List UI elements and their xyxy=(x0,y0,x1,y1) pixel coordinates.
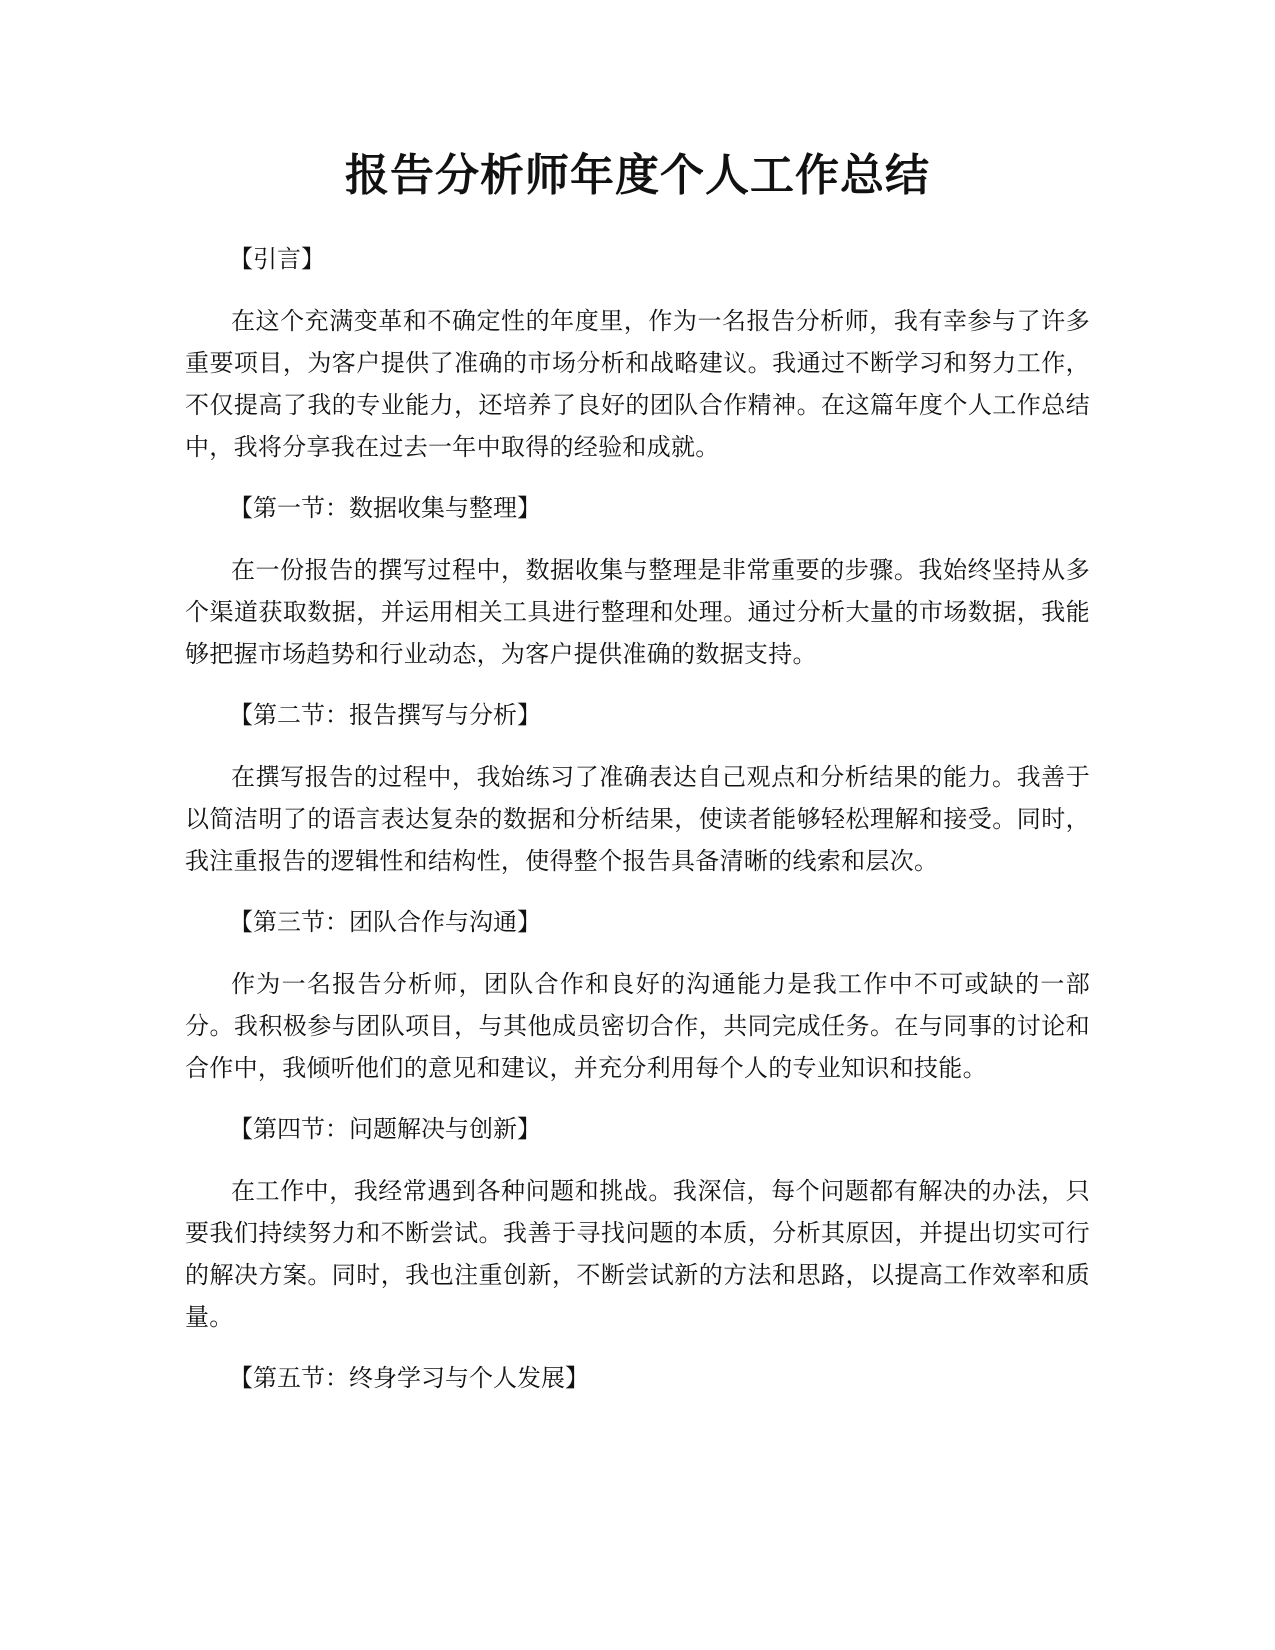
section-paragraph-2: 在撰写报告的过程中，我始练习了准确表达自己观点和分析结果的能力。我善于以简洁明了的语言表达复杂的数据和分析结果，使读者能够轻松理解和接受。同时，我注重报告的逻辑性和结构性，使得整个报告具备清晰的线索和层次。 xyxy=(185,763,1090,875)
document-title: 报告分析师年度个人工作总结 xyxy=(345,150,930,201)
section-heading-1: 【第一节：数据收集与整理】 xyxy=(229,494,541,522)
section-heading-2: 【第二节：报告撰写与分析】 xyxy=(229,701,541,729)
section-heading-3: 【第三节：团队合作与沟通】 xyxy=(229,908,541,936)
section-heading-4: 【第四节：问题解决与创新】 xyxy=(229,1115,541,1143)
section-paragraph-intro: 在这个充满变革和不确定性的年度里，作为一名报告分析师，我有幸参与了许多重要项目，为客户提供了准确的市场分析和战略建议。我通过不断学习和努力工作，不仅提高了我的专业能力，还培养了良好的团队合作精神。在这篇年度个人工作总结中，我将分享我在过去一年中取得的经验和成就。 xyxy=(185,307,1090,461)
section-paragraph-4: 在工作中，我经常遇到各种问题和挑战。我深信，每个问题都有解决的办法，只要我们持续努力和不断尝试。我善于寻找问题的本质，分析其原因，并提出切实可行的解决方案。同时，我也注重创新，不断尝试新的方法和思路，以提高工作效率和质量。 xyxy=(185,1177,1090,1331)
section-paragraph-1: 在一份报告的撰写过程中，数据收集与整理是非常重要的步骤。我始终坚持从多个渠道获取数据，并运用相关工具进行整理和处理。通过分析大量的市场数据，我能够把握市场趋势和行业动态，为客户提供准确的数据支持。 xyxy=(185,556,1090,668)
section-heading-5: 【第五节：终身学习与个人发展】 xyxy=(229,1364,589,1392)
section-paragraph-3: 作为一名报告分析师，团队合作和良好的沟通能力是我工作中不可或缺的一部分。我积极参与团队项目，与其他成员密切合作，共同完成任务。在与同事的讨论和合作中，我倾听他们的意见和建议，并充分利用每个人的专业知识和技能。 xyxy=(185,970,1090,1082)
document-body xyxy=(185,238,1090,1419)
section-heading-intro: 【引言】 xyxy=(229,245,325,273)
